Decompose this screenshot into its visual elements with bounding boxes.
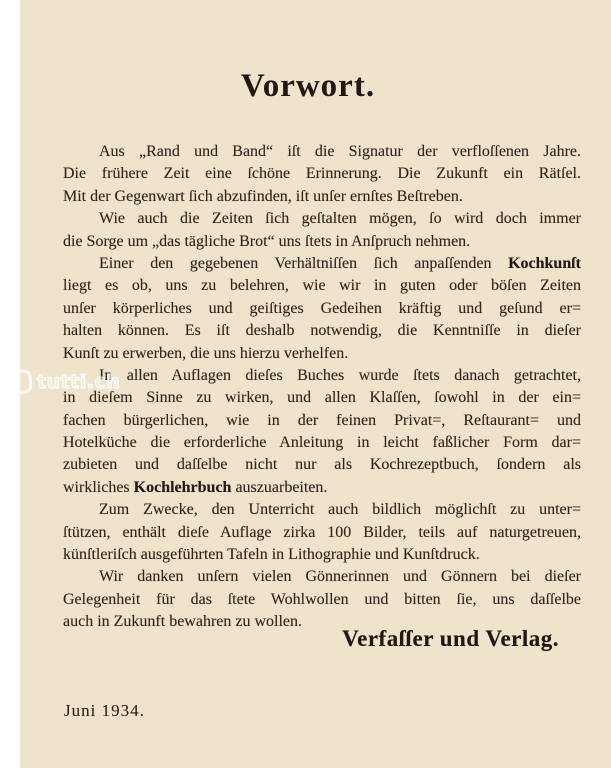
paragraph (63, 365, 581, 499)
body-line (63, 454, 581, 476)
body-line (63, 544, 581, 566)
body-line-segment: die Sorge um „das tägliche Brot“ uns ſtets in Anſpruch nehmen. (63, 232, 471, 250)
body-line (63, 163, 581, 185)
body-line-segment: In allen Auflagen dieſes Buches wurde ſtets danach getrachtet, (99, 366, 581, 384)
body-line (63, 141, 581, 163)
body-line (63, 522, 581, 544)
body-line (63, 208, 581, 230)
body-line-segment: wirkliches (63, 478, 134, 496)
body-line (63, 275, 581, 297)
body-line (63, 477, 581, 499)
body-line-segment: Einer den gegebenen Verhältniſſen ſich anpaſſenden (99, 254, 509, 272)
paragraph (63, 208, 581, 253)
body-line-segment: Kunſt zu erwerben, die uns hierzu verhelfen. (63, 344, 349, 362)
watermark-text: tutti.ch (37, 370, 121, 393)
body-line-segment: künſtleriſch ausgeführten Tafeln in Lithographie und Kunſtdruck. (63, 546, 480, 564)
body-line (63, 231, 581, 253)
body-line (63, 387, 581, 409)
body-line (63, 566, 581, 588)
body-line-segment: halten können. Es iſt deshalb notwendig, die Kenntniſſe in dieſer (63, 322, 581, 340)
paragraph (63, 566, 581, 633)
date-line: Juni 1934. (64, 701, 145, 720)
body-line (63, 186, 581, 208)
body-line (63, 253, 581, 275)
bold-term: Kochkunſt (508, 254, 581, 272)
page-title: Vorwort. (240, 68, 376, 104)
paragraph (63, 499, 581, 566)
body-line-segment: Hotelküche die erforderliche Anleitung in leicht faßlicher Form dar= (63, 434, 581, 452)
body-line (63, 343, 581, 365)
body-line-segment: unſer körperliches und geiſtiges Gedeihen kräftig und geſund er= (63, 299, 581, 317)
body-line (63, 410, 581, 432)
body-line-segment: Wir danken unſern vielen Gönnerinnen und Gönnern bei dieſer (99, 568, 581, 586)
body-line-segment: zubieten und daſſelbe nicht nur als Kochrezeptbuch, ſondern als (63, 456, 581, 474)
body-line-segment: in dieſem Sinne zu wirken, und allen Klaſſen, ſowohl in der ein= (63, 389, 581, 407)
paragraph (63, 141, 581, 208)
body-line-segment: fachen bürgerlichen, wie in der feinen Privat=, Reſtaurant= und (63, 411, 581, 429)
body-line-segment: Wie auch die Zeiten ſich geſtalten mögen, ſo wird doch immer (99, 210, 581, 228)
body-line-segment: liegt es ob, uns zu belehren, wie wir in guten oder böſen Zeiten (63, 277, 581, 295)
body-line-segment: Aus „Rand und Band“ iſt die Signatur der verfloſſenen Jahre. (99, 143, 581, 160)
body-line-segment: Mit der Gegenwart ſich abzufinden, iſt unſer ernſtes Beſtreben. (63, 187, 463, 205)
pointing-hand-icon: ☝ (14, 374, 24, 389)
body-line-segment: Zum Zwecke, den Unterricht auch bildlich möglichſt zu unter= (99, 501, 581, 519)
body-line-segment: Gelegenheit für das ſtete Wohlwollen und bitten ſie, uns daſſelbe (63, 590, 581, 608)
bold-term: Kochlehrbuch (133, 478, 232, 496)
body-line (63, 365, 581, 387)
body-line (63, 298, 581, 320)
body-line-segment: Die frühere Zeit eine ſchöne Erinnerung. Die Zukunft ein Rätſel. (63, 165, 581, 183)
body-line-segment: ſtützen, enthält dieſe Auflage zirka 100 Bilder, teils auf naturgetreuen, (63, 523, 581, 541)
body-line-segment: auch in Zukunft bewahren zu wollen. (63, 613, 303, 631)
body-line (63, 432, 581, 454)
signature-line: Verfaſſer und Verlag. (342, 626, 559, 651)
body-line-segment: auszuarbeiten. (231, 478, 328, 496)
body-line (63, 589, 581, 611)
body-line (63, 499, 581, 521)
body-line (63, 320, 581, 342)
body-text (63, 141, 581, 634)
paragraph (63, 253, 581, 365)
